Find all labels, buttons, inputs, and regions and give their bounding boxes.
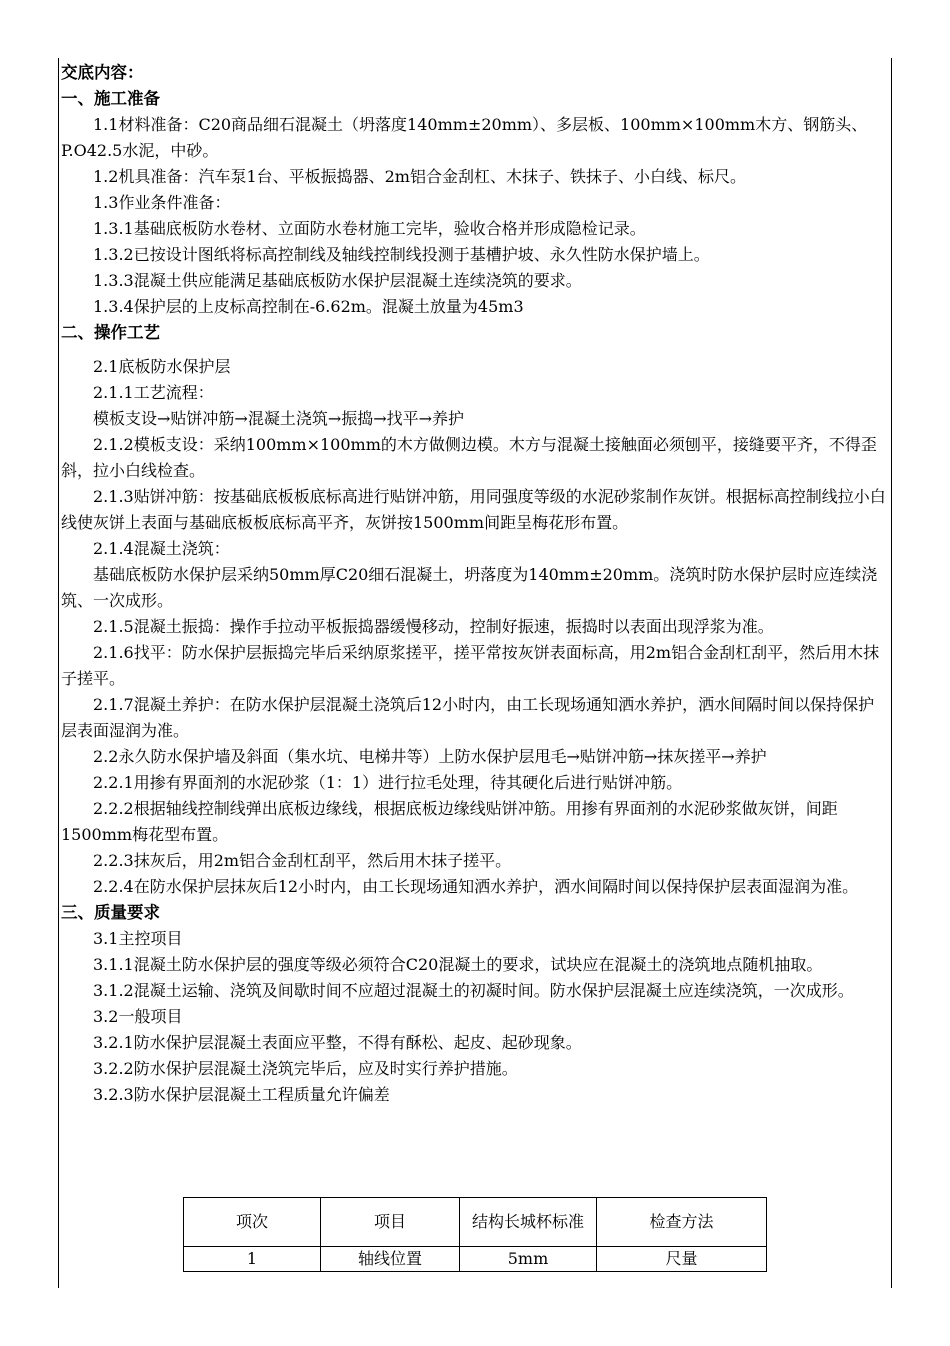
paragraph: 2.1.3贴饼冲筋：按基础底板板底标高进行贴饼冲筋，用同强度等级的水泥砂浆制作灰饼。根据标高控制线拉小白线使灰饼上表面与基础底板板底标高平齐，灰饼按1500mm间距呈梅花形布置。 xyxy=(61,487,886,532)
paragraph: 1.3作业条件准备： xyxy=(93,193,231,212)
paragraph: 2.2.1用掺有界面剂的水泥砂浆（1：1）进行拉毛处理，待其硬化后进行贴饼冲筋。 xyxy=(93,773,683,792)
table-cell: 5mm xyxy=(460,1247,597,1272)
paragraph: 3.2.3防水保护层混凝土工程质量允许偏差 xyxy=(93,1085,390,1104)
paragraph: 1.3.4保护层的上皮标高控制在-6.62m。混凝土放量为45m3 xyxy=(93,297,524,316)
paragraph: 2.1.4混凝土浇筑： xyxy=(93,539,230,558)
paragraph: 3.1.2混凝土运输、浇筑及间歇时间不应超过混凝土的初凝时间。防水保护层混凝土应连续浇筑，一次成形。 xyxy=(93,981,854,1000)
paragraph: 2.1.1工艺流程： xyxy=(93,383,214,402)
paragraph: 2.1.5混凝土振捣：操作手拉动平板振捣器缓慢移动，控制好振速，振捣时以表面出现浮浆为准。 xyxy=(93,617,774,636)
paragraph: 基础底板防水保护层采纳50mm厚C20细石混凝土，坍落度为140mm±20mm。浇筑时防水保护层时应连续浇筑、一次成形。 xyxy=(61,565,878,610)
paragraph: 2.1底板防水保护层 xyxy=(93,357,231,376)
table-header-cell: 项次 xyxy=(184,1198,321,1247)
table-cell: 尺量 xyxy=(597,1247,767,1272)
process-flow: 模板支设→贴饼冲筋→混凝土浇筑→振捣→找平→养护 xyxy=(93,409,465,428)
table-header-cell: 项目 xyxy=(321,1198,460,1247)
paragraph: 1.3.1基础底板防水卷材、立面防水卷材施工完毕，验收合格并形成隐检记录。 xyxy=(93,219,646,238)
table-header-cell: 结构长城杯标准 xyxy=(460,1198,597,1247)
paragraph: 3.2.1防水保护层混凝土表面应平整，不得有酥松、起皮、起砂现象。 xyxy=(93,1033,582,1052)
paragraph: 3.2.2防水保护层混凝土浇筑完毕后，应及时实行养护措施。 xyxy=(93,1059,518,1078)
paragraph: 1.3.3混凝土供应能满足基础底板防水保护层混凝土连续浇筑的要求。 xyxy=(93,271,582,290)
section-heading-process: 二、操作工艺 xyxy=(61,323,160,342)
paragraph: 2.2.4在防水保护层抹灰后12小时内，由工长现场通知洒水养护，洒水间隔时间以保持保护层表面湿润为准。 xyxy=(93,877,859,896)
paragraph: 1.1材料准备：C20商品细石混凝土（坍落度140mm±20mm）、多层板、100mm×100mm木方、钢筋头、P.O42.5水泥，中砂。 xyxy=(61,115,868,160)
paragraph: 2.1.6找平：防水保护层振捣完毕后采纳原浆搓平，搓平常按灰饼表面标高，用2m铝合金刮杠刮平，然后用木抹子搓平。 xyxy=(61,643,880,688)
section-heading-quality: 三、质量要求 xyxy=(61,903,160,922)
paragraph: 1.3.2已按设计图纸将标高控制线及轴线控制线投测于基槽护坡、永久性防水保护墙上。 xyxy=(93,245,710,264)
table-header-cell: 检查方法 xyxy=(597,1198,767,1247)
paragraph: 2.2永久防水保护墙及斜面（集水坑、电梯井等）上防水保护层甩毛→贴饼冲筋→抹灰搓平→养护 xyxy=(93,747,767,766)
paragraph: 3.1.1混凝土防水保护层的强度等级必须符合C20混凝土的要求，试块应在混凝土的浇筑地点随机抽取。 xyxy=(93,955,823,974)
tolerance-table xyxy=(183,1197,767,1272)
paragraph: 1.2机具准备：汽车泵1台、平板振捣器、2m铝合金刮杠、木抹子、铁抹子、小白线、标尺。 xyxy=(93,167,746,186)
frame-right-border xyxy=(891,58,892,1288)
table-header-row xyxy=(184,1198,767,1247)
paragraph: 3.1主控项目 xyxy=(93,929,183,948)
paragraph: 2.1.7混凝土养护：在防水保护层混凝土浇筑后12小时内，由工长现场通知洒水养护，洒水间隔时间以保持保护层表面湿润为准。 xyxy=(61,695,875,740)
document-body xyxy=(61,60,889,1108)
frame-left-border xyxy=(58,58,59,1288)
paragraph: 3.2一般项目 xyxy=(93,1007,183,1026)
spacer xyxy=(61,346,889,354)
paragraph: 2.2.3抹灰后，用2m铝合金刮杠刮平，然后用木抹子搓平。 xyxy=(93,851,512,870)
document-title: 交底内容： xyxy=(61,63,144,82)
table-row xyxy=(184,1247,767,1272)
paragraph: 2.2.2根据轴线控制线弹出底板边缘线，根据底板边缘线贴饼冲筋。用掺有界面剂的水泥砂浆做灰饼，间距1500mm梅花型布置。 xyxy=(61,799,838,844)
paragraph: 2.1.2模板支设：采纳100mm×100mm的木方做侧边模。木方与混凝土接触面必须刨平，接缝要平齐，不得歪斜，拉小白线检查。 xyxy=(61,435,877,480)
table-cell: 轴线位置 xyxy=(321,1247,460,1272)
section-heading-preparation: 一、施工准备 xyxy=(61,89,160,108)
table-cell: 1 xyxy=(184,1247,321,1272)
